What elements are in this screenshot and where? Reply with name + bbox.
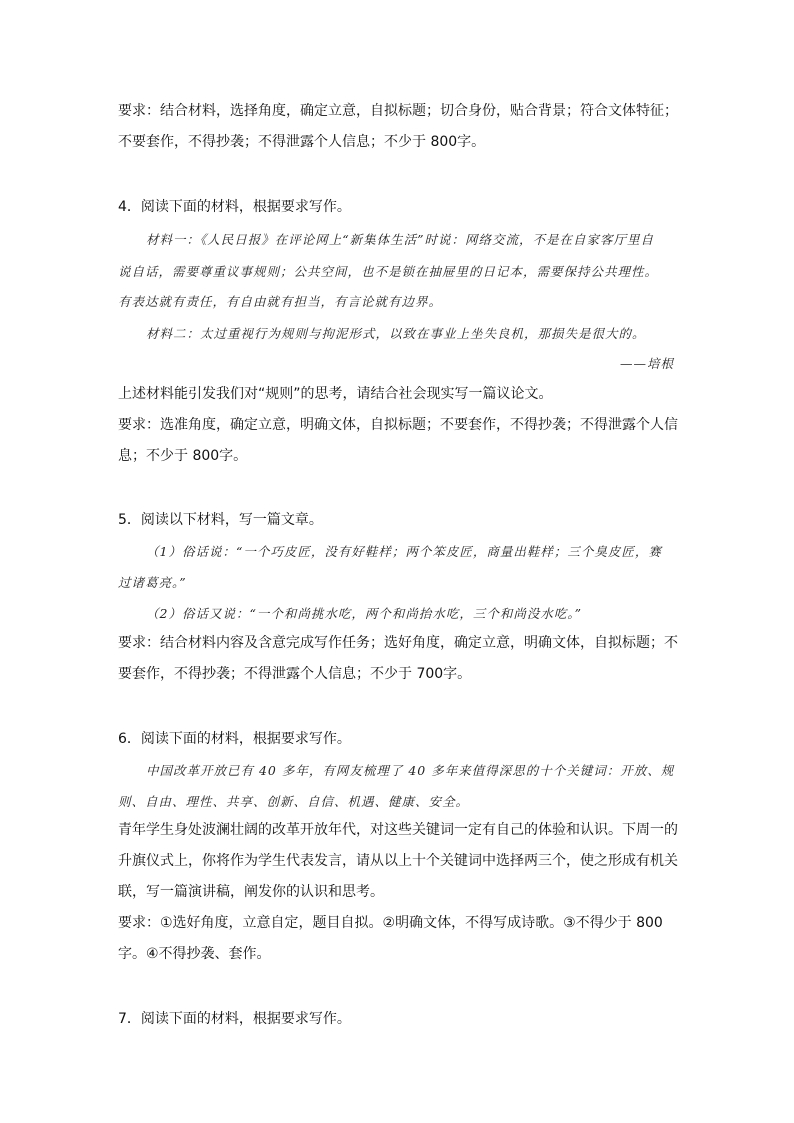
requirement-line: 要求：选准角度，确定立意，明确文体，自拟标题；不要套作，不得抄袭；不得泄露个人信	[118, 417, 678, 433]
requirement-line: 要求：结合材料内容及含意完成写作任务；选好角度，确定立意，明确文体，自拟标题；不	[118, 635, 678, 651]
material-line: （1）俗话说：“一个巧皮匠，没有好鞋样；两个笨皮匠，商量出鞋样；三个臭皮匠，赛	[146, 544, 662, 559]
requirement-line: 不要套作，不得抄袭；不得泄露个人信息；不少于 800字。	[118, 134, 486, 150]
question-4-title: 4．阅读下面的材料，根据要求写作。	[118, 199, 351, 215]
requirement-line: 要套作，不得抄袭；不得泄露个人信息；不少于 700字。	[118, 666, 472, 682]
material-line: 过诸葛亮。”	[118, 575, 187, 590]
prompt-line: 上述材料能引发我们对“规则”的思考，请结合社会现实写一篇议论文。	[118, 386, 553, 402]
requirement-line: 要求：结合材料，选择角度，确定立意，自拟标题；切合身份，贴合背景；符合文体特征；	[118, 103, 678, 119]
requirement-line: 息；不少于 800字。	[118, 448, 248, 464]
prompt-line: 青年学生身处波澜壮阔的改革开放年代，对这些关键词一定有自己的体验和认识。下周一的	[118, 822, 678, 838]
material-line: 则、自由、理性、共享、创新、自信、机遇、健康、安全。	[118, 794, 470, 809]
prompt-line: 联，写一篇演讲稿，阐发你的认识和思考。	[118, 884, 384, 900]
material-line: 材料二：太过重视行为规则与拘泥形式，以致在事业上坐失良机，那损失是很大的。	[146, 326, 646, 341]
material-attribution: ——培根	[619, 356, 674, 371]
question-6-title: 6．阅读下面的材料，根据要求写作。	[118, 731, 351, 747]
material-line: 说自话，需要尊重议事规则；公共空间，也不是锁在抽屉里的日记本，需要保持公共理性。	[118, 264, 659, 279]
prompt-line: 升旗仪式上，你将作为学生代表发言，请从以上十个关键词中选择两三个，使之形成有机关	[118, 853, 678, 869]
material-line: 有表达就有责任，有自由就有担当，有言论就有边界。	[118, 294, 443, 309]
material-line: 中国改革开放已有 40 多年，有网友梳理了 40 多年来值得深思的十个关键词：开放、规	[146, 763, 675, 778]
requirement-line: 要求：①选好角度，立意自定，题目自拟。②明确文体，不得写成诗歌。③不得少于 800	[118, 915, 663, 931]
material-line: 材料一：《人民日报》在评论网上“新集体生活”时说：网络交流，不是在自家客厅里自	[146, 232, 655, 247]
requirement-line: 字。④不得抄袭、套作。	[118, 946, 271, 962]
question-5-title: 5．阅读以下材料，写一篇文章。	[118, 512, 323, 528]
material-line: （2）俗话又说：“一个和尚挑水吃，两个和尚抬水吃，三个和尚没水吃。”	[146, 606, 582, 621]
question-7-title: 7．阅读下面的材料，根据要求写作。	[118, 1011, 351, 1027]
